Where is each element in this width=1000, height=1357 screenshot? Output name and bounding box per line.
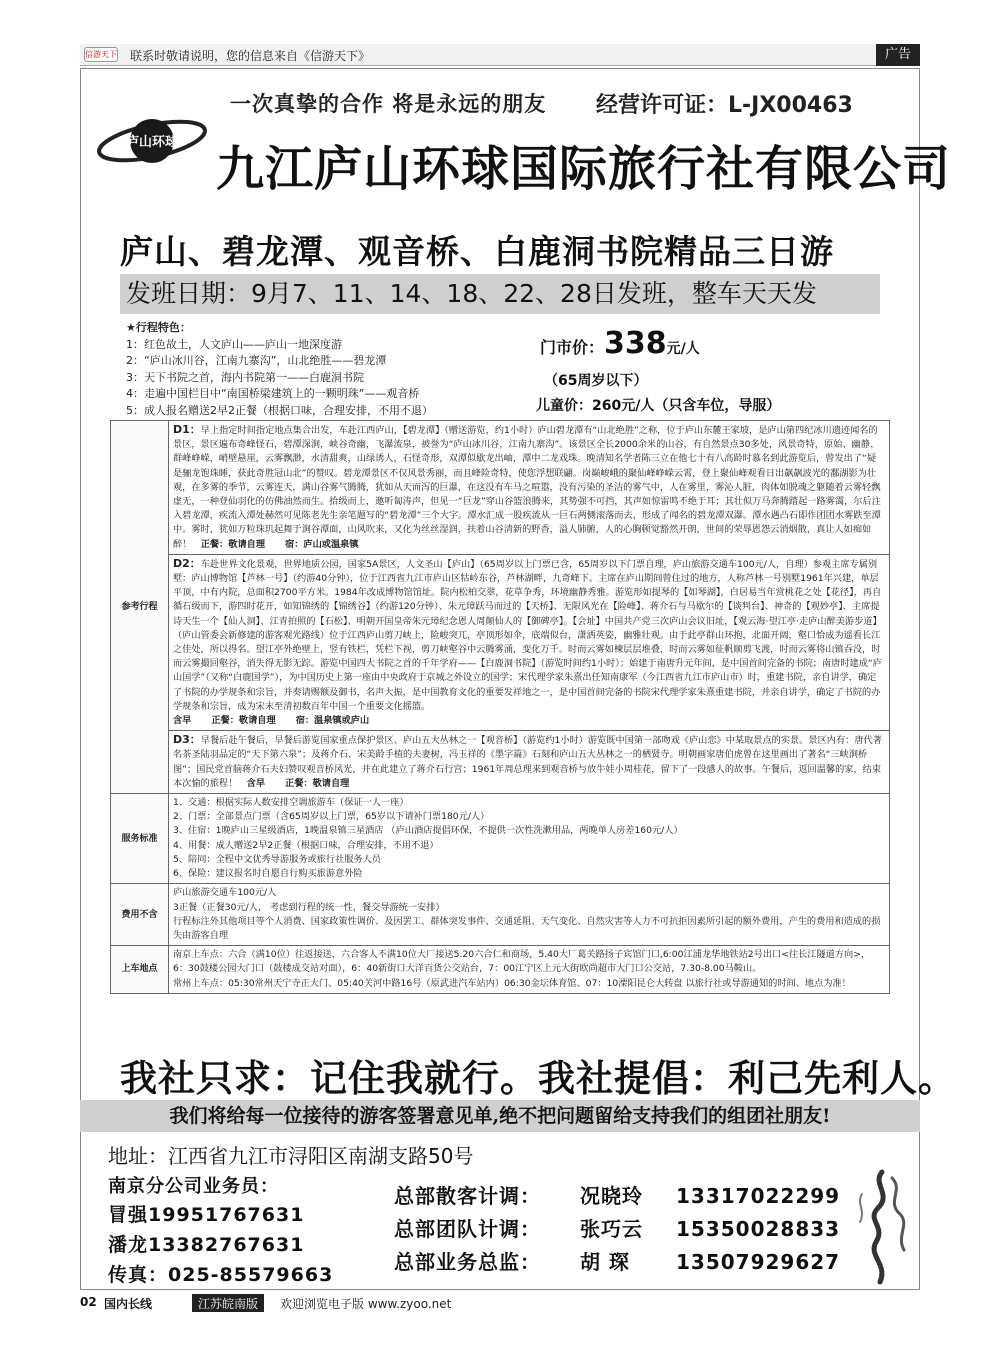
features-title: ★行程特色： xyxy=(126,321,191,334)
feature-item: 1：红色故土，人文庐山——庐山一地深度游 xyxy=(126,337,342,351)
license-number: 经营许可证：L-JX00463 xyxy=(596,93,853,118)
tour-title: 庐山、碧龙潭、观音桥、白鹿洞书院精品三日游 xyxy=(120,232,834,271)
price-value: 338 xyxy=(604,326,667,361)
exclusions-label: 费用不含 xyxy=(111,884,169,946)
itinerary-table xyxy=(110,420,890,994)
branch-title: 南京分公司业务员： xyxy=(108,1176,279,1197)
service-item: 4、用餐：成人赠送2早2正餐（根据口味，合理安排，不用不退） xyxy=(173,839,439,851)
section-name: 国内长线 xyxy=(104,1297,153,1311)
day-text: 早上指定时间指定地点集合出发，车赴江西庐山，【碧龙潭】（赠送游览，约1小时）庐山碧龙潭有“山北绝胜”之称，位于庐山东麓王家坡，是庐山第四纪冰川遗迹闻名的景区，景区遍布奇峰怪石，碧潭深涧，峡谷奇幽，飞瀑流泉，被誉为“庐山冰川谷，江南九寨沟”。该景区全长2000余米的山谷，有自然景点30多处，风景奇特，原始、幽静、群峰峥嵘，峭壁悬崖，云雾飘渺，水清甜爽，山绿诱人，石怪奇形，双潭似歇龙出岫，潭中二龙戏珠。晚清知名学者陈三立在他七十有八高龄时慕名到此游览后，曾发出了“疑是骊龙饱珠睡，获此奇胜冠山北”的赞叹。碧龙潭景区不仅风景秀丽，而且峰险奇特，使您浮想联翩。岗巅峻峨的聚仙峰峥嵘云霄，登上聚仙峰观看日出飙飙波光的鄱湖影为壮观，在多雾的季节，云雾连天，满山谷雾气腾腾，犹如从天而泻的巨瀑，在这没有车马之喧嚣，没有污染的圣洁的雾气中，人在雾里，雾沁人脏，肉体如脱魂之躯随着云雾轻飘虚无，一种登仙羽化的仿佛油然而生。拾级而上，邀听匐涛声，但见一“巨龙”穿山谷篮浪腾来，其势强不可挡，其声如惊雷鸣不绝于耳；其壮似万马奔腾踏起一路雾霭，尔后注入碧龙潭，疾流入潭处赫然可见陈老先生亲笔题写的“碧龙潭”三个大字。潭水汇成一股疾流从一巨石两侧滚落而去，形成了闻名的碧龙潭双瀑。潭水遇凸石即作团团水雾跌至潭中。雾时，犹如万粒珠玑起舞于涧谷潭面，山风吹来，又化为丝丝湿润，扶着山谷清新的野香，溢人肺腑，人的心胸顿觉豁然开朗，世间的荣辱恩怨云消烟散，真让人如痴如醉！ xyxy=(173,425,881,550)
top-bar xyxy=(80,44,920,66)
itinerary-label: 参考行程 xyxy=(111,421,169,794)
hq-contact xyxy=(394,1246,840,1275)
service-item: 3、住宿：1晚庐山三星级酒店，1晚温泉镇三星酒店 （庐山酒店提倡环保，不提供一次性洗漱用品，两晚单人房差160元/人） xyxy=(173,825,683,837)
price-unit: 元/人 xyxy=(666,341,700,357)
meal-item: 宿：温泉镇或庐山 xyxy=(295,715,370,727)
page-footer xyxy=(80,1294,920,1312)
branch-fax: 传真：025-85579663 xyxy=(108,1264,334,1286)
meal-line xyxy=(173,714,885,728)
table-row xyxy=(111,794,890,884)
price-label: 门市价： xyxy=(540,338,605,357)
price-age-note: （65周岁以下） xyxy=(544,373,648,389)
publication-logo: 信游天下 xyxy=(84,47,118,62)
edition-badge: 江苏皖南版 xyxy=(192,1294,264,1312)
table-row xyxy=(111,946,890,994)
hq-name: 胡 琛 xyxy=(580,1250,630,1274)
child-price: 儿童价：260元/人（只含车位，导服） xyxy=(536,398,781,414)
exclusions-cell xyxy=(169,884,890,946)
day-3-cell xyxy=(169,731,890,794)
company-globe-logo xyxy=(96,112,208,170)
feature-item: 2：“庐山冰川谷，江南九寨沟”，山北绝胜——碧龙潭 xyxy=(126,354,387,367)
hq-phone: 13317022299 xyxy=(676,1184,841,1208)
meal-item: 宿：庐山或温泉镇 xyxy=(285,538,359,550)
meal-line xyxy=(194,539,378,550)
service-item: 1、交通：根据实际人数安排空调旅游车（保证一人一座） xyxy=(173,797,409,809)
service-item: 2、门票：全部景点门票（含65周岁以上门票，65岁以下请补门票180元/人） xyxy=(173,811,490,823)
meal-line xyxy=(240,778,369,789)
feature-item: 3：天下书院之首，海内书院第一——白鹿洞书院 xyxy=(126,370,364,384)
service-cell xyxy=(169,794,890,884)
hq-role: 总部业务总监： xyxy=(394,1250,541,1274)
day-title: D2： xyxy=(173,556,201,570)
service-promise: 我们将给每一位接待的游客签署意见单,绝不把问题留给支持我们的组团社朋友! xyxy=(80,1100,920,1132)
hq-contact xyxy=(394,1213,840,1242)
feature-item: 5：成人报名赠送2早2正餐（根据口味，合理安排，不用不退） xyxy=(126,403,433,417)
exclusion-item: 庐山旅游交通车100元/人 xyxy=(173,887,277,899)
meal-item: 含早 xyxy=(246,777,266,789)
hq-role: 总部散客计调： xyxy=(394,1184,541,1208)
table-row xyxy=(111,731,890,794)
service-item: 6、保险：建议报名时自愿自行购买旅游意外险 xyxy=(173,868,363,880)
company-address: 地址：江西省九江市浔阳区南湖支路50号 xyxy=(108,1144,474,1168)
branch-staff-line: 冒强19951767631 xyxy=(108,1204,305,1226)
exclusion-item: 行程标注外其他项目等个人消费、国家政策性调价、及因罢工、群体突发事件、交通延阻、天气变化、自然灾害等人力不可抗拒因素所引起的额外费用，产生的费用和造成的损失由游客自理 xyxy=(173,915,881,941)
pickup-item: 南京上车点：六合（满10位）往返接送，六合客人不满10位大厂接送5.20六合仁和商场，5.40大厂葛关路扬子宾馆门口,6:00江浦龙华地铁站2号出口<往长江隧道方向>，6：30鼓楼公园大门口（鼓楼成交站对面），6：40新街口大洋百货公交站台，7：00江宁区上元大街欧尚超市大门口公交站，7.30-8.00马鞍山。 xyxy=(173,949,871,975)
hq-name: 况晓玲 xyxy=(580,1184,643,1208)
globe-logo-text: 庐山环球 xyxy=(125,135,179,150)
ink-landscape-illustration xyxy=(842,1164,920,1290)
service-label: 服务标准 xyxy=(111,794,169,884)
hq-contact xyxy=(394,1180,840,1209)
feature-item: 4：走遍中国栏目中“南国桥梁建筑上的一颗明珠”——观音桥 xyxy=(126,387,420,400)
exclusion-item: 3正餐（正餐30元/人， 考虑到行程的统一性，餐交导游统一安排） xyxy=(173,901,445,913)
tour-features xyxy=(126,320,433,419)
ad-tag: 广告 xyxy=(876,44,920,66)
company-name: 九江庐山环球国际旅行社有限公司 xyxy=(216,141,952,197)
day-2-cell xyxy=(169,554,890,730)
service-item: 5、陪同：全程中文优秀导游服务或旅行社服务人员 xyxy=(173,853,381,865)
branch-staff-line: 潘龙13382767631 xyxy=(108,1234,305,1256)
pickup-item: 常州上车点：05:30常州天宁寺正大门、05:40关河中路16号（原武进汽车站内）06:30金坛体育馆、07：10溧阳昆仑大转盘 以旅行社或导游通知的时间、地点为准！ xyxy=(173,977,851,989)
cooperation-slogan: 一次真挚的合作 将是永远的朋友 xyxy=(230,92,547,116)
source-notice: 联系时敬请说明，您的信息来自《信游天下》 xyxy=(130,49,371,63)
hq-phone: 13507929627 xyxy=(676,1250,841,1274)
pickup-label: 上车地点 xyxy=(111,946,169,994)
meal-item: 正餐：敬请自理 xyxy=(285,777,350,789)
day-1-cell xyxy=(169,421,890,555)
hq-name: 张巧云 xyxy=(580,1217,643,1241)
meal-item: 正餐：敬请自理 xyxy=(211,715,276,727)
table-row xyxy=(111,884,890,946)
hq-role: 总部团队计调： xyxy=(394,1217,541,1241)
day-title: D3： xyxy=(173,733,201,747)
company-motto: 我社只求：记住我就行。我社提倡：利己先利人。 xyxy=(120,1057,956,1100)
day-text: 早餐后赴午餐后，早餐后游览国家重点保护景区、庐山五大丛林之一【观音桥】（游览约1小时）游览既中国第一部吻戏《庐山恋》中某取景点的实景。景区内有：唐代著名茶圣陆羽品定的“天下第六泉”；及蒋介石、宋美龄手植的夫妻树，冯玉祥的《墨字篇》石刻和庐山五大丛林之一的栖贤寺。明朝画家唐伯虎曾在这里画出了著名“三峡涧桥图”；国民党首脑蒋介石夫妇赞叹观音桥风光，并在此建立了蒋介石行宫；1961年周总理来到观音桥与放牛娃小周桂花，留下了一段感人的故事。午餐后，返回温馨的家，结束本次愉的旅程！ xyxy=(173,735,882,789)
table-row xyxy=(111,421,890,555)
meal-item: 正餐：敬请自理 xyxy=(200,538,266,550)
website-link[interactable]: 欢迎浏览电子版 www.zyoo.net xyxy=(280,1297,452,1311)
meal-item: 含早 xyxy=(173,715,192,727)
pickup-cell xyxy=(169,946,890,994)
day-title: D1： xyxy=(173,423,201,436)
page-number: 02 xyxy=(80,1295,97,1309)
hq-phone: 15350028833 xyxy=(676,1217,841,1241)
table-row xyxy=(111,554,890,730)
departure-dates: 发班日期：9月7、11、14、18、22、28日发班，整车天天发 xyxy=(120,274,880,314)
day-text: 车赴世界文化景观，世界地质公园，国家5A景区，人文圣山【庐山】（65周岁以上门票已含，65周岁以下门票自理，庐山旅游交通车100元/人，自理）参观主席专属别墅：庐山博物馆【芦林一号】（约游40分钟），位于江西省九江市庐山区牯岭东谷，芦林湖畔，九奇峰下。主席在庐山期间曾住过的地方，人称芦林一号别墅1961年兴建，单层平顶，中有内院，总面积2700平方米。1984年改成博物馆馆址。院内松柏交翠，花草争秀，环境幽静秀雅。游览形如提琴的【如琴湖】，白居易当年赏桃花之处【花径】，再自循石级而下，游四时花开，如知锦绣的【锦绣谷】（约游120分钟）、朱元璋跃马而过的【天桥】、无限风光在【险峰】、蒋介石与马歇尔的【谈判台】、神奇的【观妙亭】、主席提诗天生一个【仙人洞】、江青拍照的【石松】、明朝开国皇帝朱元璋纪念恩人周颠仙人的【御碑亭】。【会址】中国共产党三次庐山会议旧址，【观云海·望江亭·走庐山醉美游步道】（庐山管委会新修建的游客观光路线）位于江西庐山剪刀峡上，险峻突兀，亭顶形如伞，底端似台，潇洒英姿，幽雅壮观。由于此亭群山环抱，北面开阔，壑口恰成为遥看长江之佳处，所以得名。望江亭外绝壁上，竖有铁栏，凭栏下视，剪刀峡壑谷中云腾雾涌，变化万千。时而云雾如楝层层堆叠，时而云雾如征帆顺剪飞渡，时而云雾将山镇吞没，时而云雾撮回壑谷，消失得无影无踪。游览中国四大书院之首的千年学府——【白鹿洞书院】（游览时间约1小时）；始建于南唐升元年间，是中国首间完备的书院；南唐时建成“庐山国学”（又称“白鹿国学”），为中国历史上第一座由中央政府于京城之外设立的国学；宋代理学家朱熹出任知南康军（今江西省九江市庐山市）时，重建书院，亲自讲学，确定了书院的办学规条和宗旨，并奏请赐额及御书，名声大振，是中国教育文化的重要发祥地之一，是中国首间完备的书院宋代理学家朱熹重建书院，并亲自讲学，确定了书院的办学规条和宗旨，成为宋末至清初数百年中国一个重要文化摇篮。 xyxy=(173,558,882,712)
retail-price xyxy=(540,326,700,361)
